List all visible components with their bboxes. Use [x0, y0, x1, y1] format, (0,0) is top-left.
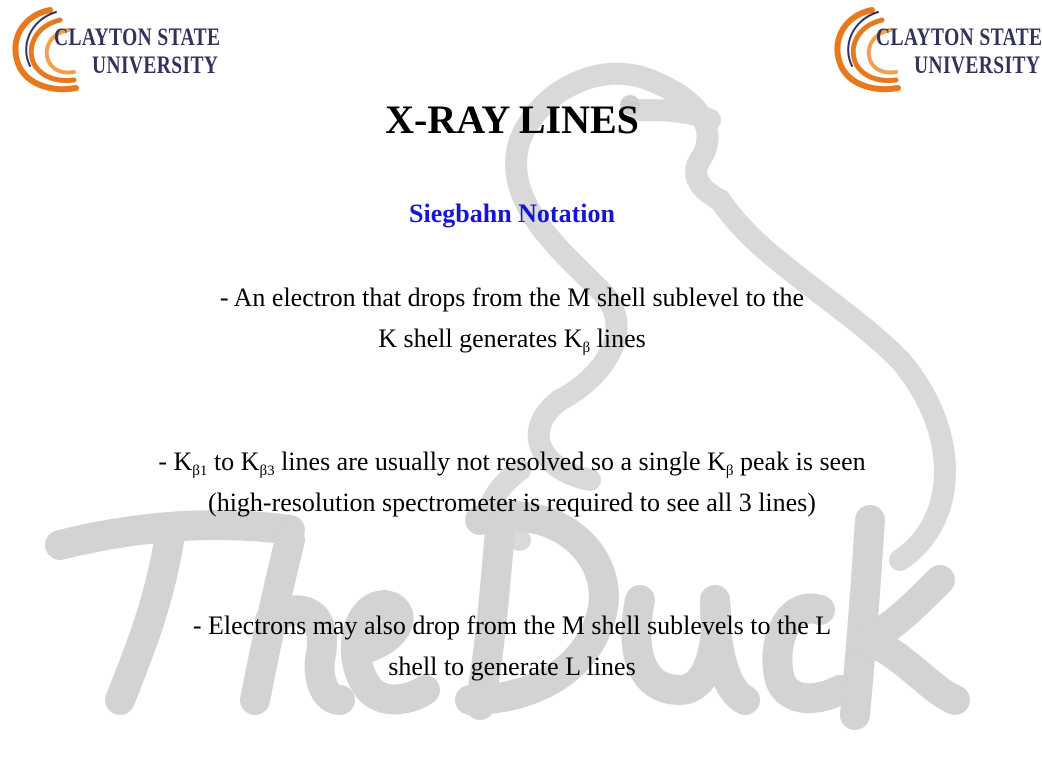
- text-run: lines: [590, 324, 646, 353]
- text-run: K shell generates K: [378, 324, 583, 353]
- paragraph-line: [0, 441, 1024, 482]
- subscript: β: [582, 340, 591, 356]
- paragraph-line: - An electron that drops from the M shell sublevel to the: [219, 283, 805, 312]
- text-run: - K: [158, 447, 193, 476]
- text-run: peak is seen: [733, 447, 866, 476]
- paragraph-line: - Electrons may also drop from the M shell sublevels to the L: [192, 611, 832, 640]
- paragraph-l-lines: [0, 605, 1024, 687]
- paragraph-line: [0, 318, 1024, 359]
- slide-subtitle: Siegbahn Notation: [409, 199, 615, 228]
- paragraph-k-beta: [0, 277, 1024, 359]
- university-logo-right: [824, 2, 1042, 94]
- logo-text-line2: UNIVERSITY: [92, 52, 219, 79]
- paragraph-line: shell to generate L lines: [388, 652, 636, 681]
- logo-text-line1: CLAYTON STATE: [876, 24, 1042, 51]
- text-run: lines are usually not resolved so a single K: [274, 447, 726, 476]
- subscript: β: [725, 463, 734, 479]
- text-run: to K: [207, 447, 260, 476]
- logo-text-line2: UNIVERSITY: [914, 52, 1041, 79]
- paragraph-resolution: [0, 441, 1024, 523]
- logo-text-line1: CLAYTON STATE: [54, 24, 221, 51]
- subscript: β1: [192, 463, 208, 479]
- university-logo-left: [2, 2, 221, 94]
- slide-title: X-RAY LINES: [385, 97, 639, 142]
- subscript: β3: [259, 463, 275, 479]
- paragraph-line: (high-resolution spectrometer is required to see all 3 lines): [208, 488, 816, 517]
